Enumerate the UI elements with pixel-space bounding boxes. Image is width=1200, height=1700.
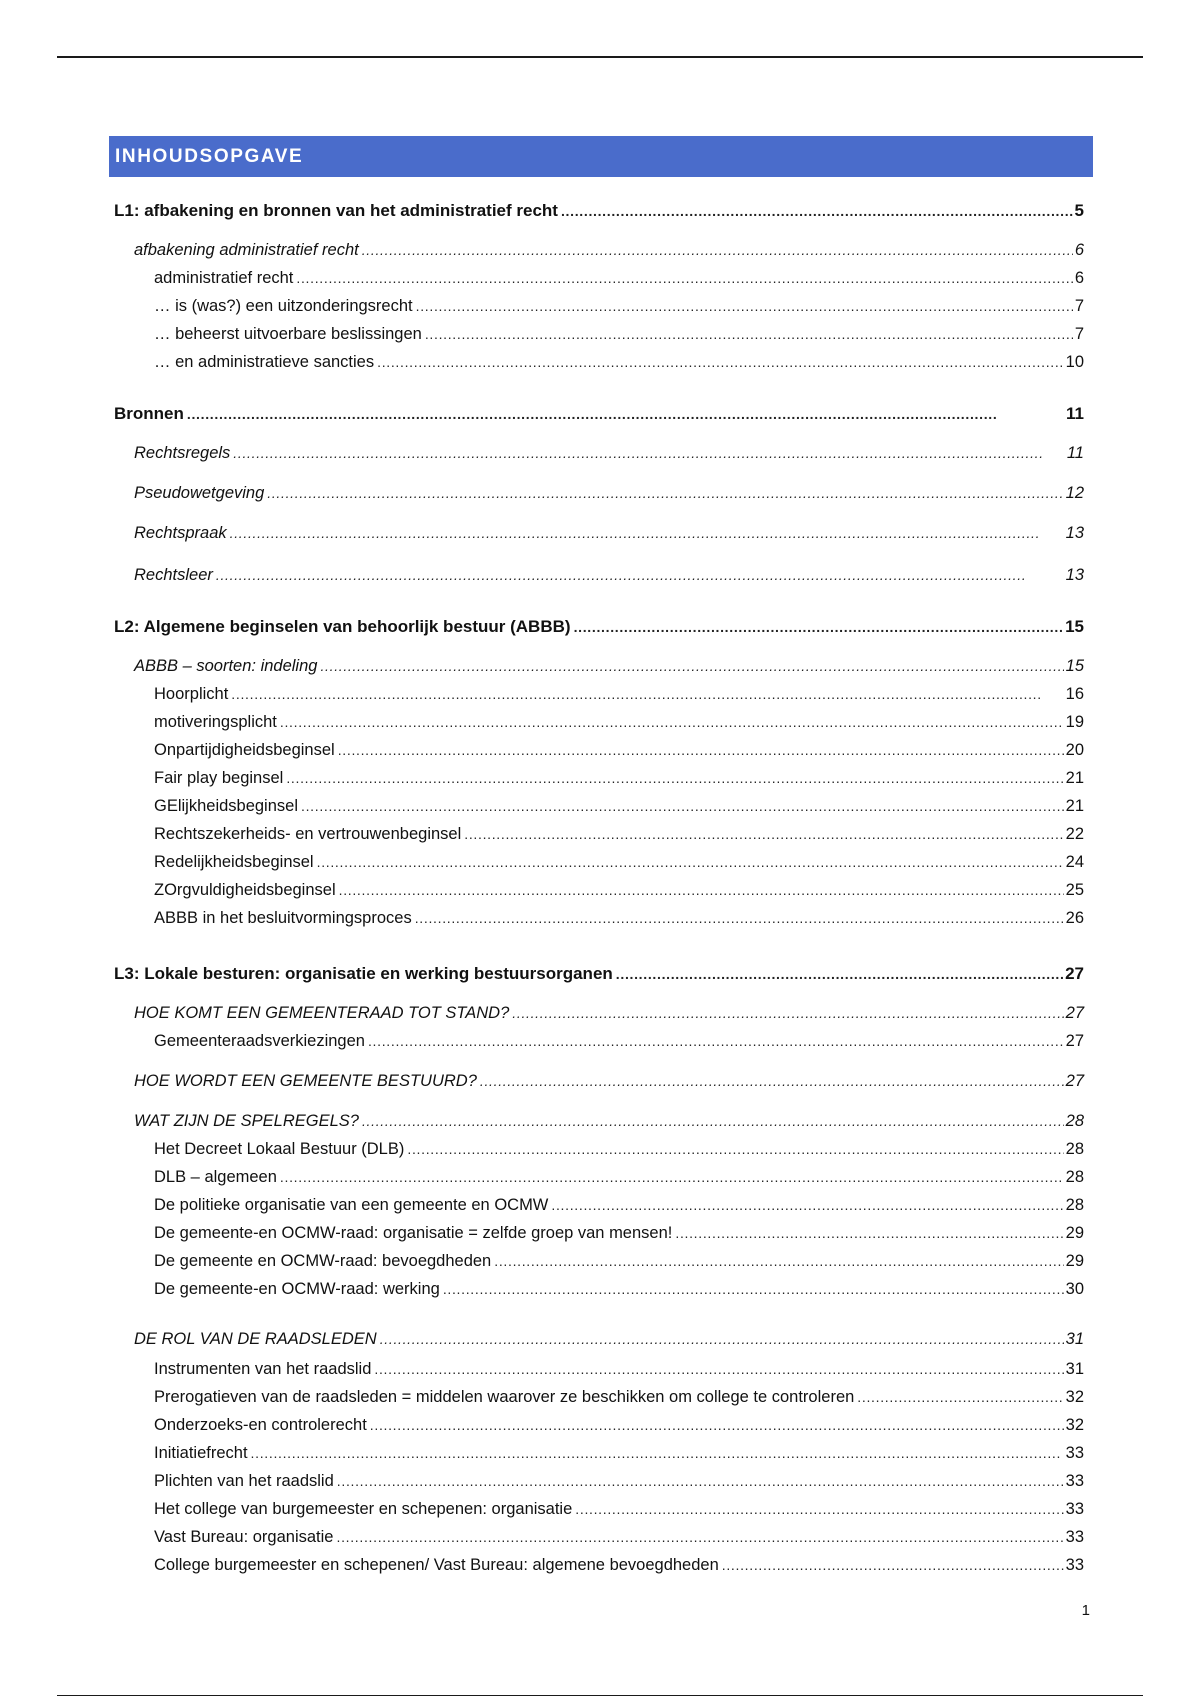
- toc-entry-page: 33: [1065, 1528, 1084, 1546]
- toc-entry-label: Prerogatieven van de raadsleden = middelen waarover ze beschikken om college te controleren: [154, 1388, 855, 1406]
- toc-entry[interactable]: [134, 1004, 1084, 1028]
- toc-entry[interactable]: [154, 1556, 1084, 1580]
- toc-entry[interactable]: [154, 1444, 1084, 1468]
- toc-entry[interactable]: [134, 1330, 1084, 1354]
- top-rule: [57, 56, 1143, 58]
- toc-entry-label: Rechtszekerheids- en vertrouwenbeginsel: [154, 825, 462, 843]
- toc-entry-label: Het Decreet Lokaal Bestuur (DLB): [154, 1140, 405, 1158]
- toc-dot-leader: [415, 910, 1064, 926]
- toc-entry-label: Rechtspraak: [134, 524, 227, 542]
- toc-entry-page: 28: [1065, 1168, 1084, 1186]
- toc-dot-leader: [362, 1113, 1064, 1129]
- toc-entry-page: 28: [1065, 1140, 1084, 1158]
- toc-entry[interactable]: [154, 1224, 1084, 1248]
- toc-entry[interactable]: [154, 1280, 1084, 1304]
- toc-dot-leader: [337, 1473, 1064, 1489]
- toc-dot-leader: [551, 1197, 1063, 1213]
- toc-dot-leader: [616, 966, 1063, 982]
- toc-entry[interactable]: [134, 1112, 1084, 1136]
- toc-dot-leader: [425, 326, 1073, 342]
- toc-entry-page: 13: [1065, 566, 1084, 584]
- toc-entry-page: 25: [1065, 881, 1084, 899]
- toc-entry-label: DE ROL VAN DE RAADSLEDEN: [134, 1330, 377, 1348]
- toc-entry-page: 31: [1065, 1330, 1084, 1348]
- toc-entry[interactable]: [114, 964, 1084, 988]
- toc-entry[interactable]: [134, 241, 1084, 265]
- toc-entry-label: motiveringsplicht: [154, 713, 277, 731]
- toc-entry[interactable]: [154, 1140, 1084, 1164]
- toc-entry[interactable]: [154, 1032, 1084, 1056]
- toc-entry-page: 6: [1074, 241, 1084, 259]
- toc-entry-page: 26: [1065, 909, 1084, 927]
- toc-entry-page: 10: [1065, 353, 1084, 371]
- toc-dot-leader: [280, 1169, 1064, 1185]
- toc-entry[interactable]: [114, 617, 1084, 641]
- toc-dot-leader: [187, 406, 1064, 422]
- toc-dot-leader: [320, 658, 1063, 674]
- toc-entry-label: ZOrgvuldigheidsbeginsel: [154, 881, 336, 899]
- toc-entry-page: 27: [1065, 1032, 1084, 1050]
- toc-entry-label: L2: Algemene beginselen van behoorlijk bestuur (ABBB): [114, 617, 571, 636]
- toc-entry-label: De gemeente-en OCMW-raad: organisatie = zelfde groep van mensen!: [154, 1224, 673, 1242]
- toc-entry[interactable]: [134, 484, 1084, 508]
- toc-entry[interactable]: [154, 769, 1084, 793]
- toc-entry-page: 32: [1065, 1416, 1084, 1434]
- toc-entry-label: L1: afbakening en bronnen van het administratief recht: [114, 201, 558, 220]
- toc-entry-page: 33: [1065, 1472, 1084, 1490]
- toc-dot-leader: [464, 826, 1063, 842]
- toc-entry-label: ABBB – soorten: indeling: [134, 657, 318, 675]
- toc-entry-page: 27: [1065, 964, 1084, 983]
- toc-entry-page: 21: [1065, 769, 1084, 787]
- toc-entry[interactable]: [134, 566, 1084, 590]
- toc-entry[interactable]: [154, 797, 1084, 821]
- toc-entry-label: Fair play beginsel: [154, 769, 284, 787]
- toc-entry-page: 7: [1074, 297, 1084, 315]
- toc-entry[interactable]: [154, 269, 1084, 293]
- toc-entry-label: De gemeente-en OCMW-raad: werking: [154, 1280, 440, 1298]
- toc-entry-label: Pseudowetgeving: [134, 484, 265, 502]
- toc-entry-page: 24: [1065, 853, 1084, 871]
- toc-dot-leader: [230, 525, 1064, 541]
- toc-entry-page: 16: [1065, 685, 1084, 703]
- toc-dot-leader: [362, 242, 1073, 258]
- toc-entry-page: 15: [1065, 657, 1084, 675]
- toc-dot-leader: [317, 854, 1064, 870]
- toc-entry-label: De politieke organisatie van een gemeente en OCMW: [154, 1196, 549, 1214]
- toc-heading: INHOUDSOPGAVE: [115, 145, 304, 167]
- toc-entry-page: 28: [1065, 1112, 1084, 1130]
- toc-dot-leader: [574, 619, 1064, 635]
- toc-dot-leader: [216, 567, 1064, 583]
- toc-entry[interactable]: [154, 825, 1084, 849]
- toc-dot-leader: [575, 1501, 1063, 1517]
- toc-entry-label: Bronnen: [114, 404, 184, 423]
- toc-dot-leader: [296, 270, 1072, 286]
- toc-dot-leader: [336, 1529, 1063, 1545]
- toc-dot-leader: [339, 882, 1064, 898]
- toc-entry-page: 29: [1065, 1252, 1084, 1270]
- toc-entry-page: 30: [1065, 1280, 1084, 1298]
- toc-entry-label: Het college van burgemeester en schepenen: organisatie: [154, 1500, 573, 1518]
- toc-entry-label: WAT ZIJN DE SPELREGELS?: [134, 1112, 359, 1130]
- toc-dot-leader: [286, 770, 1063, 786]
- toc-entry-label: afbakening administratief recht: [134, 241, 359, 259]
- toc-entry[interactable]: [154, 325, 1084, 349]
- toc-entry[interactable]: [134, 657, 1084, 681]
- toc-dot-leader: [407, 1141, 1063, 1157]
- toc-dot-leader: [675, 1225, 1063, 1241]
- toc-entry-page: 27: [1065, 1072, 1084, 1090]
- toc-entry-page: 6: [1074, 269, 1084, 287]
- toc-entry-label: Vast Bureau: organisatie: [154, 1528, 334, 1546]
- toc-entry[interactable]: [154, 1388, 1084, 1412]
- toc-entry-page: 29: [1065, 1224, 1084, 1242]
- toc-dot-leader: [231, 686, 1063, 702]
- toc-dot-leader: [512, 1005, 1063, 1021]
- toc-entry-page: 27: [1065, 1004, 1084, 1022]
- page-number: 1: [1081, 1602, 1090, 1619]
- toc-entry[interactable]: [154, 713, 1084, 737]
- toc-entry[interactable]: [114, 404, 1084, 428]
- toc-entry-label: Onpartijdigheidsbeginsel: [154, 741, 335, 759]
- toc-entry-page: 33: [1065, 1444, 1084, 1462]
- toc-entry[interactable]: [154, 1528, 1084, 1552]
- toc-entry-label: Onderzoeks-en controlerecht: [154, 1416, 367, 1434]
- toc-entry-label: Initiatiefrecht: [154, 1444, 248, 1462]
- toc-entry-label: Redelijkheidsbeginsel: [154, 853, 314, 871]
- toc-entry-label: GElijkheidsbeginsel: [154, 797, 298, 815]
- toc-dot-leader: [380, 1331, 1064, 1347]
- toc-dot-leader: [233, 445, 1065, 461]
- toc-entry-page: 21: [1065, 797, 1084, 815]
- toc-entry-page: 11: [1066, 404, 1084, 423]
- toc-entry-label: HOE KOMT EEN GEMEENTERAAD TOT STAND?: [134, 1004, 510, 1022]
- toc-entry-label: L3: Lokale besturen: organisatie en werking bestuursorganen: [114, 964, 613, 983]
- toc-entry[interactable]: [154, 1472, 1084, 1496]
- toc-heading-bar: [109, 136, 1093, 177]
- toc-entry[interactable]: [154, 881, 1084, 905]
- toc-entry-page: 28: [1065, 1196, 1084, 1214]
- toc-entry-page: 22: [1065, 825, 1084, 843]
- toc-entry-label: … is (was?) een uitzonderingsrecht: [154, 297, 413, 315]
- toc-entry-label: College burgemeester en schepenen/ Vast Bureau: algemene bevoegdheden: [154, 1556, 719, 1574]
- bottom-rule: [57, 1695, 1143, 1696]
- toc-entry-page: 32: [1065, 1388, 1084, 1406]
- toc-dot-leader: [494, 1253, 1063, 1269]
- toc-dot-leader: [857, 1389, 1063, 1405]
- toc-entry-label: … en administratieve sancties: [154, 353, 375, 371]
- toc-dot-leader: [301, 798, 1064, 814]
- toc-entry-page: 31: [1065, 1360, 1084, 1378]
- toc-entry-label: Gemeenteraadsverkiezingen: [154, 1032, 365, 1050]
- toc-entry-page: 33: [1065, 1500, 1084, 1518]
- toc-entry[interactable]: [114, 201, 1084, 225]
- toc-entry-page: 33: [1065, 1556, 1084, 1574]
- toc-entry[interactable]: [154, 853, 1084, 877]
- toc-entry-label: Rechtsleer: [134, 566, 213, 584]
- toc-dot-leader: [561, 203, 1073, 219]
- toc-entry-label: … beheerst uitvoerbare beslissingen: [154, 325, 422, 343]
- toc-entry[interactable]: [154, 1196, 1084, 1220]
- toc-entry[interactable]: [134, 444, 1084, 468]
- toc-entry-page: 20: [1065, 741, 1084, 759]
- toc-entry-label: Rechtsregels: [134, 444, 231, 462]
- toc-entry-label: Hoorplicht: [154, 685, 229, 703]
- toc-dot-leader: [251, 1445, 1064, 1461]
- toc-entry-label: administratief recht: [154, 269, 294, 287]
- toc-entry-page: 19: [1065, 713, 1084, 731]
- toc-entry-page: 5: [1074, 201, 1084, 220]
- toc-entry-page: 13: [1065, 524, 1084, 542]
- toc-dot-leader: [377, 354, 1064, 370]
- toc-dot-leader: [416, 298, 1073, 314]
- toc-entry[interactable]: [154, 1252, 1084, 1276]
- toc-dot-leader: [280, 714, 1064, 730]
- toc-dot-leader: [722, 1557, 1064, 1573]
- toc-dot-leader: [267, 485, 1063, 501]
- toc-entry[interactable]: [154, 1416, 1084, 1440]
- toc-entry[interactable]: [154, 1360, 1084, 1384]
- toc-dot-leader: [368, 1033, 1064, 1049]
- toc-dot-leader: [480, 1073, 1064, 1089]
- toc-entry-label: ABBB in het besluitvormingsproces: [154, 909, 412, 927]
- toc-entry-label: DLB – algemeen: [154, 1168, 277, 1186]
- toc-dot-leader: [374, 1361, 1063, 1377]
- toc-entry[interactable]: [154, 1168, 1084, 1192]
- toc-entry[interactable]: [154, 909, 1084, 933]
- toc-entry[interactable]: [134, 524, 1084, 548]
- toc-entry-label: De gemeente en OCMW-raad: bevoegdheden: [154, 1252, 492, 1270]
- toc-entry[interactable]: [154, 353, 1084, 377]
- toc-entry-page: 12: [1065, 484, 1084, 502]
- toc-dot-leader: [338, 742, 1064, 758]
- toc-entry[interactable]: [154, 741, 1084, 765]
- toc-entry-label: Plichten van het raadslid: [154, 1472, 334, 1490]
- toc-entry-label: HOE WORDT EEN GEMEENTE BESTUURD?: [134, 1072, 477, 1090]
- toc-entry-page: 7: [1074, 325, 1084, 343]
- toc-entry-page: 11: [1066, 444, 1084, 462]
- toc-entry[interactable]: [134, 1072, 1084, 1096]
- toc-entry-page: 15: [1065, 617, 1084, 636]
- toc-dot-leader: [370, 1417, 1064, 1433]
- toc-entry[interactable]: [154, 685, 1084, 709]
- toc-entry[interactable]: [154, 297, 1084, 321]
- toc-entry[interactable]: [154, 1500, 1084, 1524]
- toc-dot-leader: [443, 1281, 1064, 1297]
- toc-entry-label: Instrumenten van het raadslid: [154, 1360, 372, 1378]
